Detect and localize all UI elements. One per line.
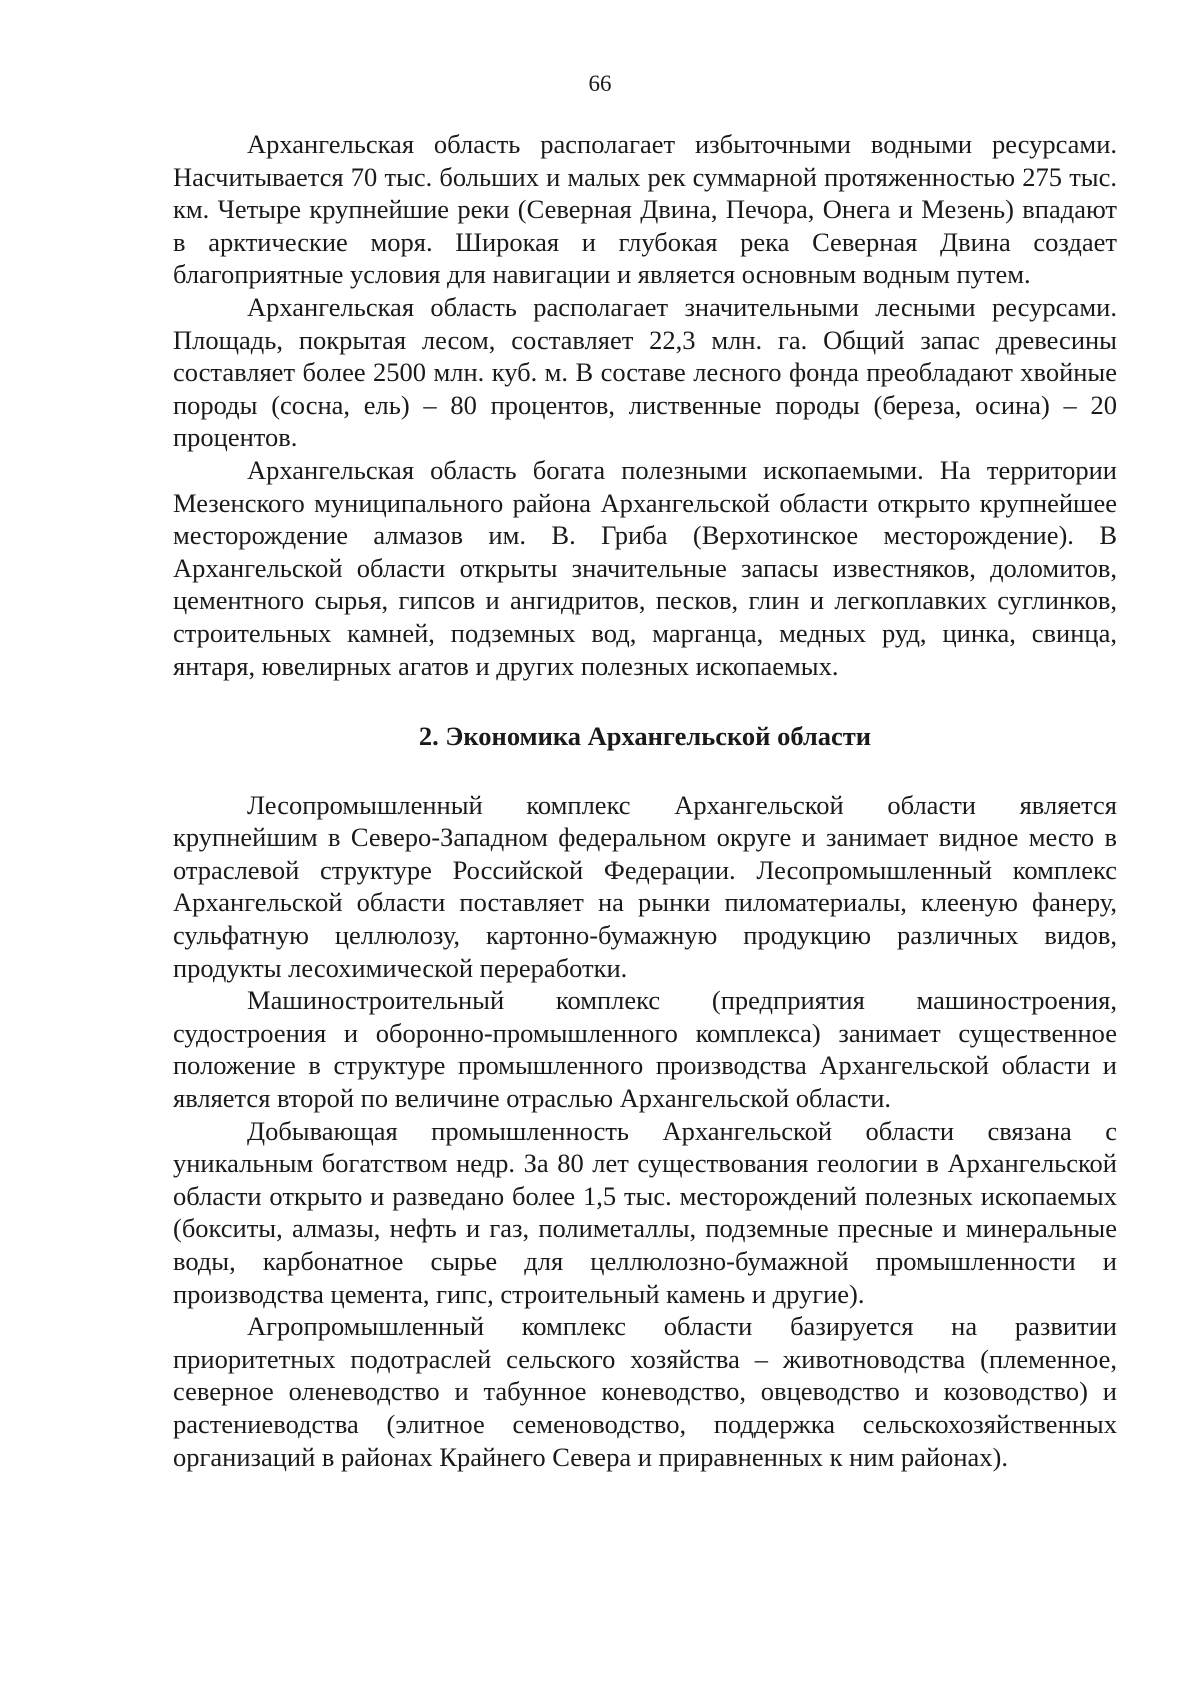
page-body xyxy=(173,128,1117,1473)
paragraph-forest-resources: Архангельская область располагает значительными лесными ресурсами. Площадь, покрытая лесом, составляет 22,3 млн. га. Общий запас древесины составляет более 2500 млн. куб. м. В составе лесного фонда преобладают хвойные породы (сосна, ель) – 80 процентов, лиственные породы (береза, осина) – 20 процентов. xyxy=(173,291,1117,453)
paragraph-mining-industry: Добывающая промышленность Архангельской области связана с уникальным богатством недр. За 80 лет существования геологии в Архангельской области открыто и разведано более 1,5 тыс. месторождений полезных ископаемых (бокситы, алмазы, нефть и газ, полиметаллы, подземные пресные и минеральные воды, карбонатное сырье для целлюлозно-бумажной промышленности и производства цемента, гипс, строительный камень и другие). xyxy=(173,1115,1117,1309)
paragraph-timber-industry: Лесопромышленный комплекс Архангельской области является крупнейшим в Северо-Западном федеральном округе и занимает видное место в отраслевой структуре Российской Федерации. Лесопромышленный комплекс Архангельской области поставляет на рынки пиломатериалы, клееную фанеру, сульфатную целлюлозу, картонно-бумажную продукцию различных видов, продукты лесохимической переработки. xyxy=(173,789,1117,983)
paragraph-machine-building: Машиностроительный комплекс (предприятия машиностроения, судостроения и оборонно-промышленного комплекса) занимает существенное положение в структуре промышленного производства Архангельской области и является второй по величине отраслью Архангельской области. xyxy=(173,985,1117,1114)
section-heading-economy: 2. Экономика Архангельской области xyxy=(418,721,872,752)
paragraph-agro-industry: Агропромышленный комплекс области базируется на развитии приоритетных подотраслей сельского хозяйства – животноводства (племенное, северное оленеводство и табунное коневодство, овцеводство и козоводство) и растениеводства (элитное семеноводство, поддержка сельскохозяйственных организаций в районах Крайнего Севера и приравненных к ним районах). xyxy=(173,1311,1117,1472)
paragraph-mineral-resources: Архангельская область богата полезными ископаемыми. На территории Мезенского муниципального района Архангельской области открыто крупнейшее месторождение алмазов им. В. Гриба (Верхотинское месторождение). В Архангельской области открыты значительные запасы известняков, доломитов, цементного сырья, гипсов и ангидритов, песков, глин и легкоплавких суглинков, строительных камней, подземных вод, марганца, медных руд, цинка, свинца, янтаря, ювелирных агатов и других полезных ископаемых. xyxy=(173,454,1117,681)
page-number: 66 xyxy=(588,71,612,96)
paragraph-water-resources: Архангельская область располагает избыточными водными ресурсами. Насчитывается 70 тыс. больших и малых рек суммарной протяженностью 275 тыс. км. Четыре крупнейшие реки (Северная Двина, Печора, Онега и Мезень) впадают в арктические моря. Широкая и глубокая река Северная Двина создает благоприятные условия для навигации и является основным водным путем. xyxy=(173,129,1117,290)
section-economy xyxy=(173,789,1117,1473)
section-natural-resources xyxy=(173,128,1117,682)
